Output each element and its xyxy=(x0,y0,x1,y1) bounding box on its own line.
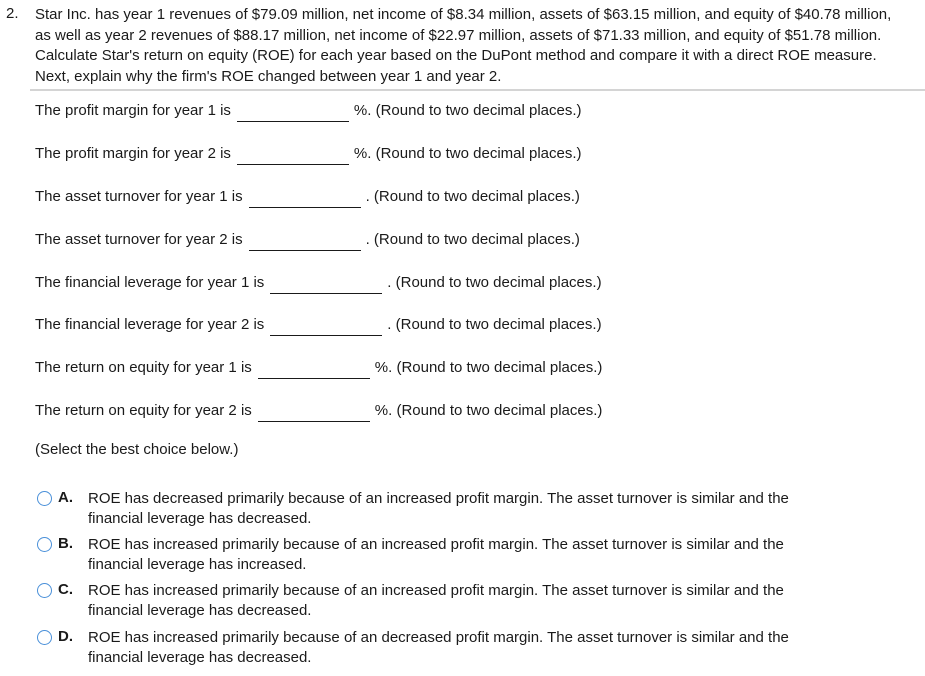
row-suffix: %. (Round to two decimal places.) xyxy=(374,402,603,419)
choice-text: ROE has decreased primarily because of an increased profit margin. The asset turnover is similar and the financial leverage has decreased. xyxy=(88,490,789,527)
row-label: The financial leverage for year 2 is xyxy=(35,316,265,333)
question-text: Star Inc. has year 1 revenues of $79.09 million, net income of $8.34 million, assets of $63.15 million, and equity of $40.78 million, as well as year 2 revenues of $88.17 million, net income of $22.97 million, assets of $71.33 million, and equity of $51.78 million. Calculate Star's return on equity (ROE) for each year based on the DuPont method and compare it with a direct ROE measure. Next, explain why the firm's ROE changed between year 1 and year 2. xyxy=(35,6,892,85)
row-suffix: . (Round to two decimal places.) xyxy=(387,316,602,333)
profit-margin-year2-row xyxy=(35,143,582,165)
choice-text: ROE has increased primarily because of an increased profit margin. The asset turnover is similar and the financial leverage has increased. xyxy=(88,536,784,573)
row-label: The profit margin for year 1 is xyxy=(35,102,231,119)
row-label: The return on equity for year 2 is xyxy=(35,402,252,419)
row-suffix: . (Round to two decimal places.) xyxy=(387,274,602,291)
choice-letter: C. xyxy=(58,581,73,598)
roe-year2-row xyxy=(35,400,602,422)
asset-turnover-year2-input[interactable] xyxy=(249,229,361,251)
row-label: The asset turnover for year 2 is xyxy=(35,231,243,248)
radio-button[interactable] xyxy=(37,630,52,645)
asset-turnover-year2-row xyxy=(35,229,580,251)
row-suffix: %. (Round to two decimal places.) xyxy=(374,359,603,376)
radio-button[interactable] xyxy=(37,537,52,552)
profit-margin-year2-input[interactable] xyxy=(237,143,349,165)
radio-button[interactable] xyxy=(37,491,52,506)
asset-turnover-year1-row xyxy=(35,186,580,208)
choice-text: ROE has increased primarily because of an increased profit margin. The asset turnover is similar and the financial leverage has decreased. xyxy=(88,582,784,619)
financial-leverage-year1-row xyxy=(35,272,602,294)
profit-margin-year1-row xyxy=(35,100,582,122)
roe-year2-input[interactable] xyxy=(258,400,370,422)
row-label: The return on equity for year 1 is xyxy=(35,359,252,376)
choice-letter: D. xyxy=(58,628,73,645)
financial-leverage-year2-row xyxy=(35,314,602,336)
financial-leverage-year1-input[interactable] xyxy=(270,272,382,294)
choice-text: ROE has increased primarily because of an decreased profit margin. The asset turnover is similar and the financial leverage has decreased. xyxy=(88,629,789,666)
row-label: The profit margin for year 2 is xyxy=(35,145,231,162)
question xyxy=(6,5,911,87)
row-label: The financial leverage for year 1 is xyxy=(35,274,265,291)
row-label: The asset turnover for year 1 is xyxy=(35,188,243,205)
roe-year1-input[interactable] xyxy=(258,357,370,379)
profit-margin-year1-input[interactable] xyxy=(237,100,349,122)
choice-letter: A. xyxy=(58,489,73,506)
select-instruction: (Select the best choice below.) xyxy=(35,441,239,458)
asset-turnover-year1-input[interactable] xyxy=(249,186,361,208)
row-suffix: %. (Round to two decimal places.) xyxy=(353,102,582,119)
divider xyxy=(30,89,925,91)
row-suffix: . (Round to two decimal places.) xyxy=(365,231,580,248)
row-suffix: %. (Round to two decimal places.) xyxy=(353,145,582,162)
financial-leverage-year2-input[interactable] xyxy=(270,314,382,336)
question-number: 2. xyxy=(6,5,19,22)
roe-year1-row xyxy=(35,357,602,379)
choice-letter: B. xyxy=(58,535,73,552)
row-suffix: . (Round to two decimal places.) xyxy=(365,188,580,205)
radio-button[interactable] xyxy=(37,583,52,598)
